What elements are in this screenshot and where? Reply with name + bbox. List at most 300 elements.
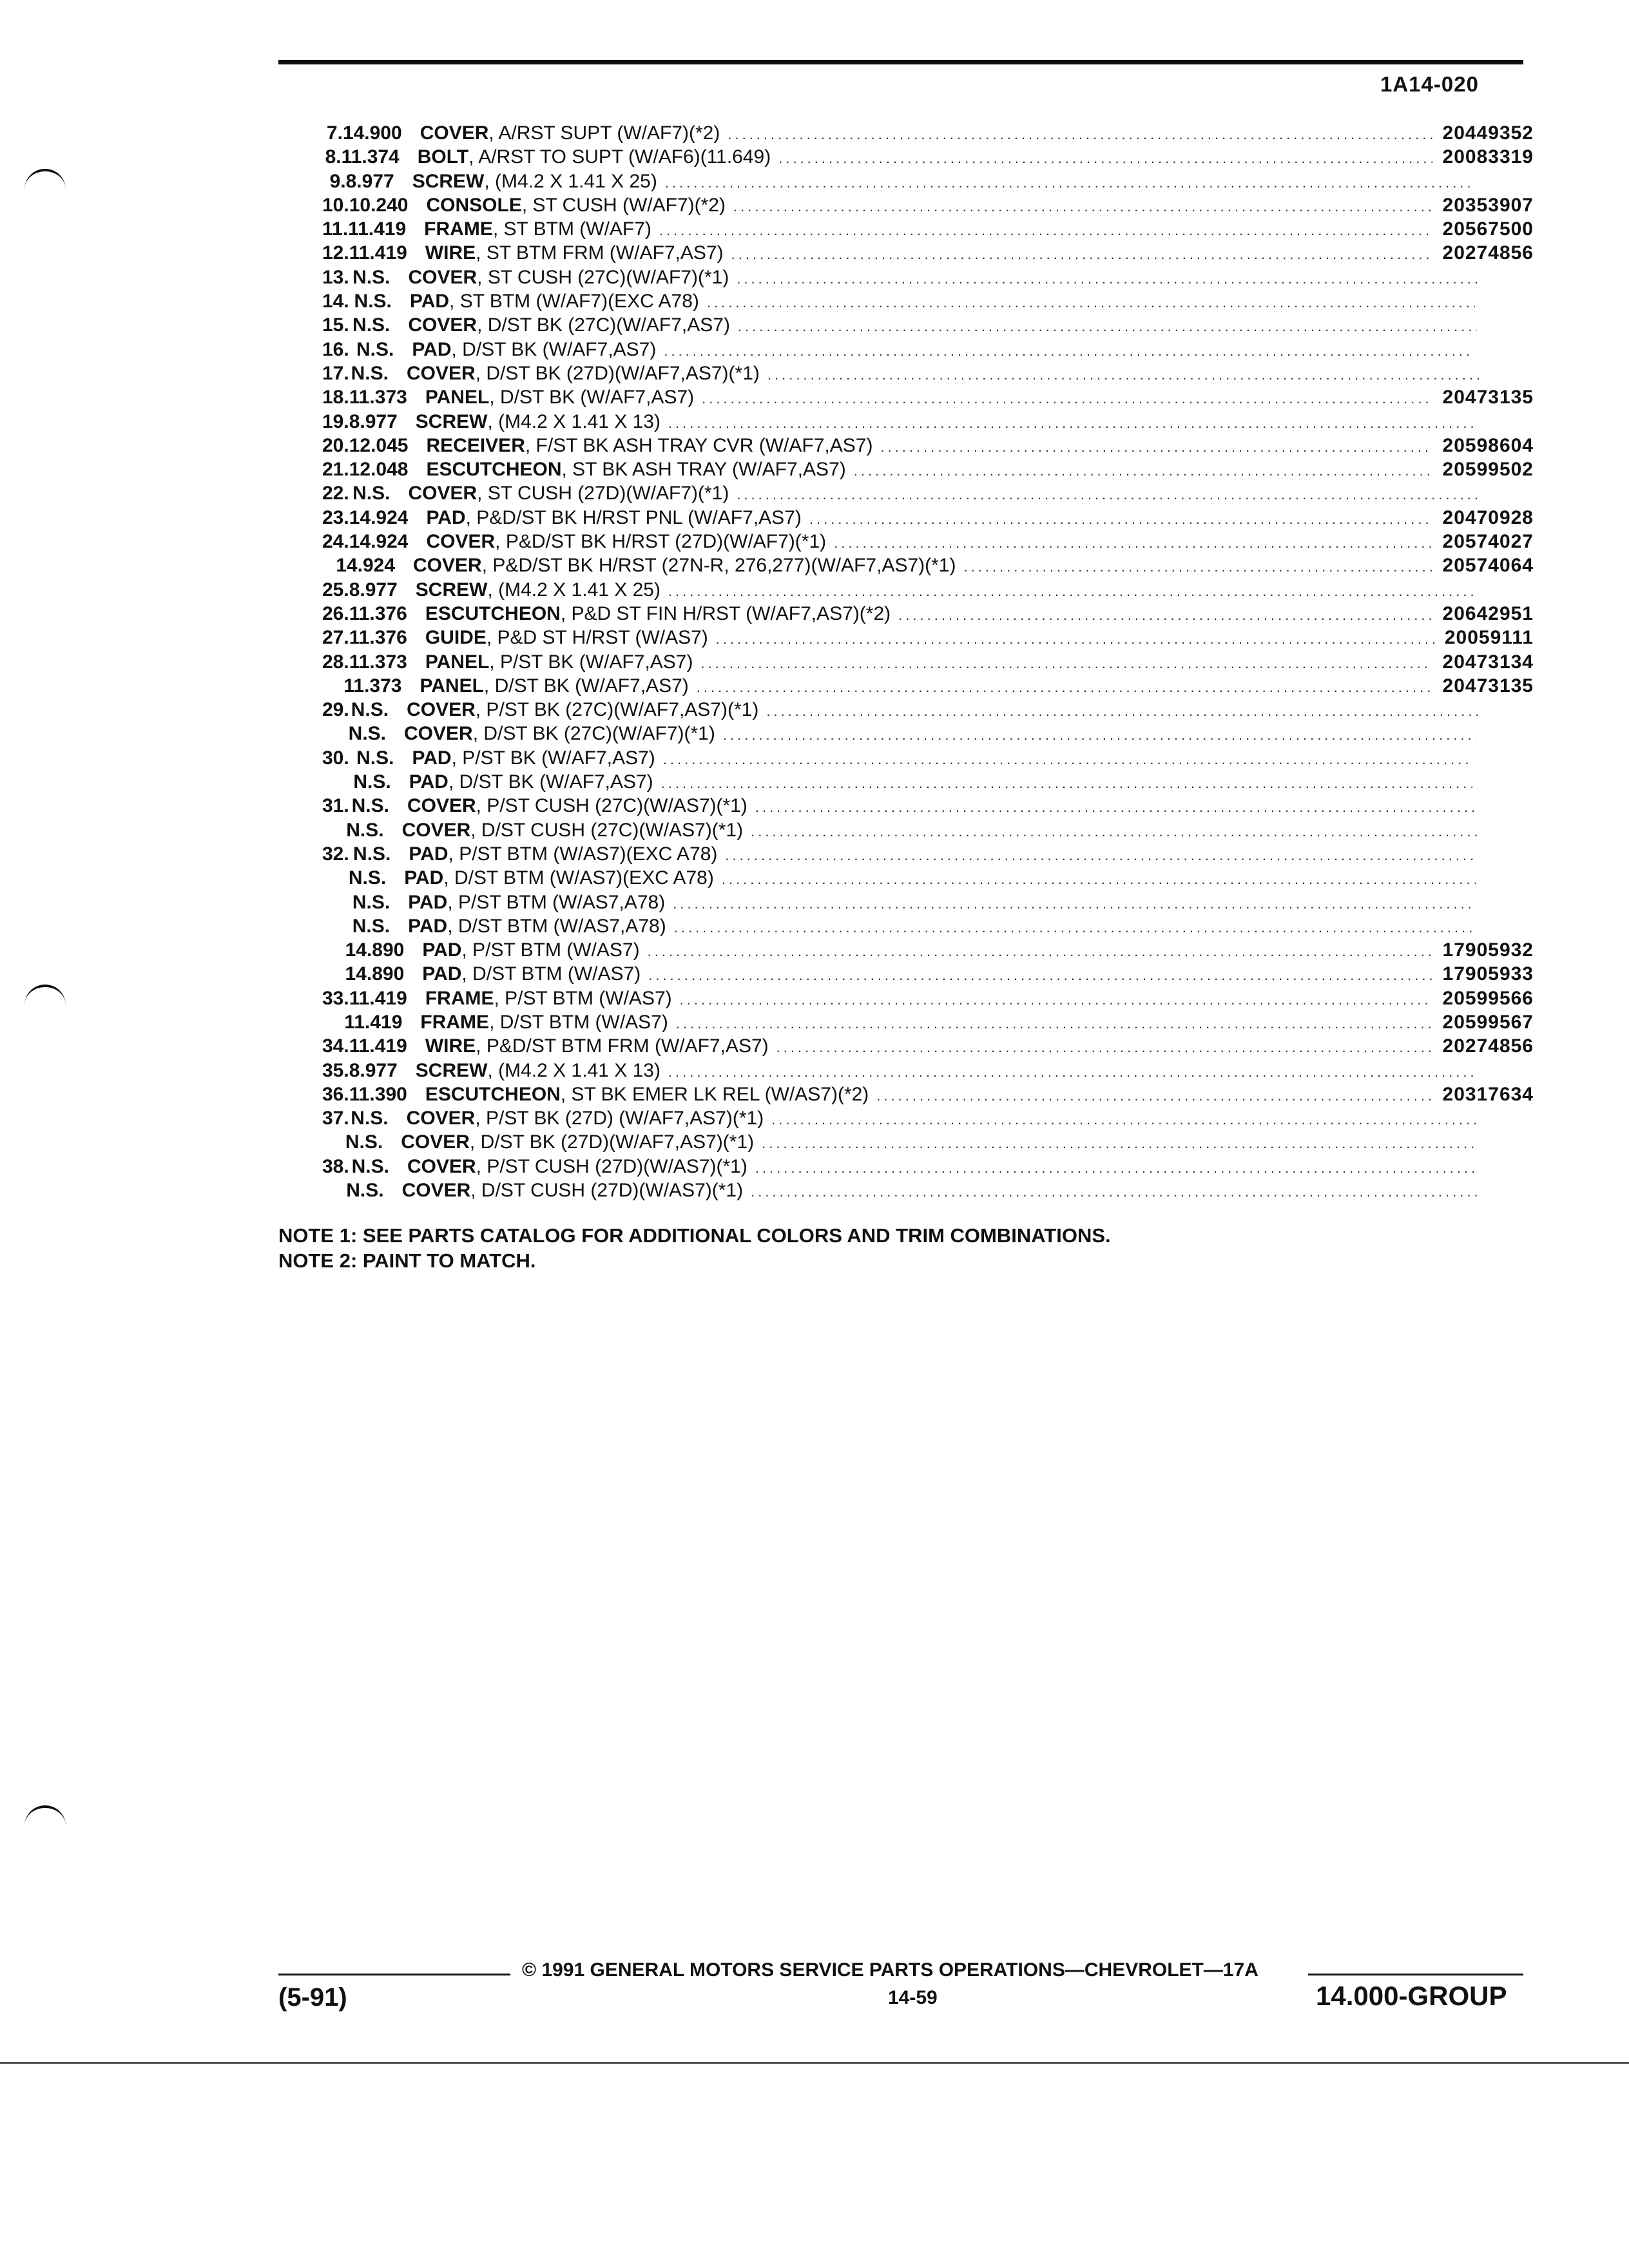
parts-row [322,1082,1534,1106]
leader-dots [661,771,1472,795]
part-description [407,1106,764,1130]
footer-rule-right [1308,1974,1523,1975]
group-code: 14.924 [336,555,396,577]
ref-number: 11. [322,218,349,240]
part-detail: , P/ST BK (27C)(W/AF7,AS7)(*1) [475,699,759,721]
leader-dots [702,387,1432,410]
ref-number: 26. [322,602,349,624]
ref-number: 27. [322,627,349,649]
part-noun: FRAME [420,1011,490,1033]
part-description [420,1010,668,1034]
ref-number: 37. [322,1108,349,1129]
part-detail: , A/RST TO SUPT (W/AF6)(11.649) [468,146,771,168]
part-description [418,145,771,169]
leader-dots [665,171,1472,195]
group-code: N.S. [351,699,389,721]
ref-number: 35. [322,1059,349,1081]
leader-dots [674,916,1473,939]
part-detail: , P&D ST FIN H/RST (W/AF7,AS7)(*2) [560,602,891,624]
part-noun: CONSOLE [426,194,522,216]
part-detail: , P/ST CUSH (27C)(W/AS7)(*1) [476,795,747,817]
part-description [419,674,688,698]
part-description [426,193,726,217]
ref-number: 12. [322,242,349,264]
leader-dots [755,1156,1478,1180]
leader-dots [723,723,1476,747]
leader-dots [737,267,1477,291]
part-number: 20470928 [1442,506,1534,528]
leader-dots [751,820,1478,843]
parts-row [322,217,1534,241]
group-code: 11.419 [344,1011,403,1033]
parts-row [322,1178,1534,1202]
part-number: 20598604 [1442,434,1534,456]
parts-row [322,722,1534,745]
parts-row [322,338,1534,361]
part-number: 20473135 [1442,675,1534,697]
parts-row [322,890,1534,914]
part-description [426,506,801,530]
parts-row [322,986,1534,1010]
copyright: © 1991 GENERAL MOTORS SERVICE PARTS OPERATIONS—CHEVROLET—17A [522,1959,1258,1981]
part-detail: , P/ST BK (W/AF7,AS7) [451,747,655,769]
leader-dots [707,291,1475,314]
part-detail: , ST BTM FRM (W/AF7,AS7) [476,242,724,264]
part-noun: PAD [412,747,452,769]
group-code: 14.900 [342,122,402,144]
group-code: N.S. [354,291,392,312]
part-description [412,338,656,361]
ref-number: 32. [322,843,349,865]
part-detail: , D/ST BTM (W/AS7) [489,1011,668,1033]
part-description [426,530,826,553]
parts-row [322,866,1534,890]
leader-dots [664,339,1472,363]
part-number: 20599502 [1442,459,1534,481]
ref-number: 8. [325,146,342,168]
part-noun: ESCUTCHEON [425,602,561,624]
part-noun: COVER [426,531,496,553]
group-code: N.S. [352,891,390,913]
ref-number: 34. [322,1035,349,1057]
leader-dots [771,1108,1479,1131]
parts-row [322,770,1534,794]
leader-dots [767,363,1479,387]
group-code: N.S. [346,819,384,841]
part-noun: PAD [408,915,448,937]
part-noun: SCREW [415,410,488,432]
binder-hole-mark-middle [24,985,66,1006]
part-description [425,385,694,409]
group-code: 8.977 [349,410,398,432]
part-number: 20599567 [1442,1011,1534,1033]
group-code: N.S. [352,266,390,288]
group-code: N.S. [352,483,390,505]
part-noun: PANEL [419,675,484,697]
leader-dots [700,651,1432,675]
note-1: NOTE 1: SEE PARTS CATALOG FOR ADDITIONAL COLORS AND TRIM COMBINATIONS. [278,1224,1111,1247]
part-number: 20059111 [1444,627,1534,649]
group-code: N.S. [351,1108,389,1129]
part-number: 20567500 [1442,218,1534,240]
parts-row [322,1010,1534,1034]
part-noun: WIRE [425,242,476,264]
leader-dots [648,963,1432,987]
footer-rule-left [278,1974,510,1975]
group-code: 11.419 [349,242,407,264]
ref-number: 15. [322,314,349,336]
leader-dots [676,1012,1432,1035]
part-noun: COVER [401,1180,471,1202]
part-detail: , P/ST BTM (W/AS7) [494,987,672,1009]
parts-row [322,1034,1534,1058]
part-description [425,1034,769,1058]
part-detail: , ST CUSH (27C)(W/AF7)(*1) [477,266,729,288]
part-description [425,626,708,649]
parts-row [322,1106,1534,1130]
part-number: 20449352 [1442,122,1534,144]
leader-dots [668,579,1473,603]
leader-dots [728,122,1432,146]
part-noun: COVER [413,555,482,577]
parts-row [322,794,1534,818]
part-description [410,289,699,313]
part-detail: , D/ST BTM (W/AS7) [461,963,641,985]
parts-row [322,914,1534,938]
part-number: 20274856 [1442,242,1534,264]
part-description [407,698,758,722]
part-number: 20642951 [1442,602,1534,624]
ref-number: 33. [322,987,349,1009]
part-detail: , (M4.2 X 1.41 X 25) [484,170,657,192]
part-noun: BOLT [417,146,469,168]
parts-row [322,1059,1534,1082]
parts-row [322,410,1534,434]
part-detail: , D/ST BTM (W/AS7)(EXC A78) [443,867,714,889]
parts-row [322,1155,1534,1178]
part-noun: COVER [401,819,471,841]
ref-number: 24. [322,531,349,553]
parts-row [322,746,1534,770]
part-detail: , ST CUSH (W/AF7)(*2) [521,194,726,216]
part-noun: PAD [422,963,462,985]
part-noun: PAD [409,843,448,865]
part-detail: , D/ST BK (W/AF7,AS7) [448,771,653,793]
parts-row [322,361,1534,385]
part-detail: , D/ST CUSH (27C)(W/AS7)(*1) [470,819,744,841]
leader-dots [668,411,1473,435]
part-description [404,722,715,745]
group-code: 14.890 [345,939,405,961]
part-number: 20574064 [1442,555,1534,577]
part-detail: , P/ST BTM (W/AS7)(EXC A78) [448,843,718,865]
part-description [401,1130,754,1154]
ref-number: 23. [322,506,349,528]
part-noun: COVER [407,362,476,384]
group-code: 8.977 [345,170,394,192]
group-code: N.S. [345,1131,383,1153]
ref-number: 38. [322,1155,349,1177]
notes-block [278,1223,1111,1273]
leader-dots [733,195,1432,218]
part-detail: , P/ST BK (27D) (W/AF7,AS7)(*1) [475,1108,764,1129]
parts-row [322,265,1534,289]
ref-number: 30. [322,747,349,769]
part-noun: SCREW [412,170,485,192]
parts-row [322,193,1534,217]
ref-number: 25. [322,579,349,601]
group-code: N.S. [351,362,389,384]
group-code: 11.419 [349,1035,407,1057]
parts-row [322,674,1534,698]
part-noun: COVER [408,483,477,505]
ref-number: 14. [322,291,349,312]
part-description [402,1178,744,1202]
binder-hole-mark-bottom [24,1805,66,1827]
group-code: N.S. [356,747,394,769]
ref-number: 22. [322,483,349,505]
part-description [416,410,660,434]
leader-dots [738,314,1477,338]
leader-dots [854,459,1432,483]
part-noun: COVER [401,1131,470,1153]
leader-dots [680,988,1432,1012]
group-code: 14.890 [345,963,405,985]
group-code: N.S. [348,723,387,745]
leader-dots [834,531,1432,555]
part-detail: , ST BTM (W/AF7)(EXC A78) [449,291,699,312]
leader-dots [766,699,1478,723]
part-noun: ESCUTCHEON [426,459,562,481]
group-code: N.S. [352,915,390,937]
group-code: 11.419 [348,218,407,240]
group-code: 10.240 [349,194,409,216]
part-noun: RECEIVER [426,434,525,456]
part-number: 20574027 [1442,531,1534,553]
part-detail: , (M4.2 X 1.41 X 25) [487,579,660,601]
leader-dots [809,507,1432,531]
group-code: 11.373 [349,651,407,673]
scan-edge-line [0,2062,1629,2068]
part-noun: COVER [406,1108,476,1129]
part-detail: , P&D/ST BK H/RST (27D)(W/AF7)(*1) [495,531,827,553]
part-noun: PAD [426,506,466,528]
group-code: 11.376 [349,627,407,649]
leader-dots [716,627,1434,651]
group-code: N.S. [353,771,391,793]
part-noun: SCREW [415,1059,488,1081]
part-detail: , D/ST BTM (W/AS7,A78) [447,915,666,937]
part-detail: , D/ST BK (W/AF7,AS7) [489,387,695,408]
parts-row [322,818,1534,842]
part-description [412,169,657,193]
parts-row [322,626,1534,649]
part-description [408,313,730,337]
group-number: 14.000-GROUP [1316,1981,1507,2011]
part-detail: , ST BK ASH TRAY (W/AF7,AS7) [561,459,846,481]
leader-dots [731,242,1432,266]
part-noun: COVER [407,1155,476,1177]
part-description [408,481,729,505]
part-description [402,818,744,842]
group-code: 14.924 [349,531,409,553]
parts-row [322,313,1534,337]
part-noun: FRAME [425,987,494,1009]
leader-dots [725,843,1476,867]
part-number: 17905933 [1442,963,1534,985]
part-detail: , P/ST BTM (W/AS7,A78) [447,891,666,913]
binder-hole-mark-top [24,169,66,191]
group-code: 11.376 [349,602,407,624]
leader-dots [963,555,1432,579]
part-detail: , D/ST BK (27C)(W/AF7)(*1) [472,723,715,745]
note-2: NOTE 2: PAINT TO MATCH. [278,1249,536,1272]
part-description [425,241,724,265]
group-code: 11.373 [349,387,407,408]
ref-number: 20. [322,434,349,456]
part-detail: , D/ST BK (27C)(W/AF7,AS7) [477,314,730,336]
group-code: N.S. [346,1180,384,1202]
part-description [416,1059,660,1082]
part-description [409,770,653,794]
part-noun: PAD [422,939,462,961]
part-noun: COVER [404,723,473,745]
part-description [407,794,747,818]
part-noun: WIRE [425,1035,476,1057]
ref-number: 9. [329,170,346,192]
leader-dots [648,939,1432,963]
parts-row [322,553,1534,577]
group-code: N.S. [356,338,394,360]
leader-dots [722,867,1476,891]
part-description [408,914,666,938]
part-noun: COVER [408,266,477,288]
ref-number: 17. [322,362,349,384]
parts-row [322,457,1534,481]
part-description [420,121,720,145]
part-description [422,938,639,962]
part-number: 20353907 [1442,194,1534,216]
part-description [416,578,660,602]
leader-dots [876,1084,1432,1108]
parts-row [322,1130,1534,1154]
part-description [425,1082,869,1106]
part-description [426,434,872,457]
part-description [425,986,672,1010]
part-number: 20473135 [1442,387,1534,408]
part-description [422,962,641,986]
part-description [425,602,891,626]
parts-row [322,169,1534,193]
part-description [412,746,655,770]
leader-dots [762,1131,1478,1155]
group-code: 8.977 [349,579,398,601]
parts-row [322,578,1534,602]
parts-row [322,289,1534,313]
group-code: N.S. [353,843,391,865]
part-description [425,650,693,674]
group-code: 11.419 [349,987,407,1009]
parts-row [322,434,1534,457]
group-code: N.S. [352,314,390,336]
leader-dots [880,435,1432,459]
part-detail: , D/ST BK (W/AF7,AS7) [451,338,657,360]
parts-row [322,698,1534,722]
part-noun: PANEL [425,651,490,673]
part-description [404,866,714,890]
part-detail: , P&D ST H/RST (W/AS7) [486,627,708,649]
group-code: 11.373 [343,675,402,697]
part-detail: , F/ST BK ASH TRAY CVR (W/AF7,AS7) [525,434,873,456]
part-noun: COVER [419,122,489,144]
part-detail: , ST BTM (W/AF7) [492,218,651,240]
part-detail: , P/ST BK (W/AF7,AS7) [489,651,693,673]
leader-dots [668,1060,1473,1084]
ref-number: 19. [322,410,349,432]
parts-row [322,842,1534,866]
ref-number: 36. [322,1083,349,1105]
ref-number: 28. [322,651,349,673]
group-code: 8.977 [349,1059,398,1081]
parts-row [322,241,1534,265]
group-code: N.S. [351,795,389,817]
parts-row [322,506,1534,530]
leader-dots [673,892,1473,916]
part-number: 20274856 [1442,1035,1534,1057]
part-detail: , (M4.2 X 1.41 X 13) [487,1059,660,1081]
part-description [407,361,760,385]
part-number: 20473134 [1442,651,1534,673]
part-description [408,265,729,289]
parts-row [322,962,1534,986]
parts-row [322,530,1534,553]
part-noun: PAD [404,867,444,889]
parts-row [322,602,1534,626]
part-noun: PAD [409,291,450,312]
ref-number: 31. [322,795,349,817]
parts-row [322,121,1534,145]
part-detail: , ST BK EMER LK REL (W/AS7)(*2) [560,1083,869,1105]
ref-number: 7. [326,122,343,144]
parts-row [322,650,1534,674]
part-description [409,842,717,866]
leader-dots [663,747,1472,771]
part-number: 20083319 [1442,146,1534,168]
part-detail: , P/ST CUSH (27D)(W/AS7)(*1) [476,1155,747,1177]
parts-row [322,481,1534,505]
ref-number: 16. [322,338,349,360]
part-description [424,217,651,241]
group-code: 11.390 [349,1083,407,1105]
part-detail: , ST CUSH (27D)(W/AF7)(*1) [477,483,729,505]
part-noun: PAD [409,771,448,793]
leader-dots [659,218,1432,242]
part-noun: PAD [412,338,452,360]
ref-number: 21. [322,459,349,481]
leader-dots [697,675,1432,699]
leader-dots [737,483,1477,506]
leader-dots [778,146,1432,170]
part-detail: , A/RST SUPT (W/AF7)(*2) [488,122,720,144]
part-noun: ESCUTCHEON [425,1083,561,1105]
leader-dots [898,603,1432,627]
part-noun: COVER [407,795,476,817]
part-number: 20599566 [1442,987,1534,1009]
revision-date: (5-91) [278,1983,347,2012]
ref-number: 18. [322,387,349,408]
header-rule [278,60,1523,64]
part-description [408,890,665,914]
